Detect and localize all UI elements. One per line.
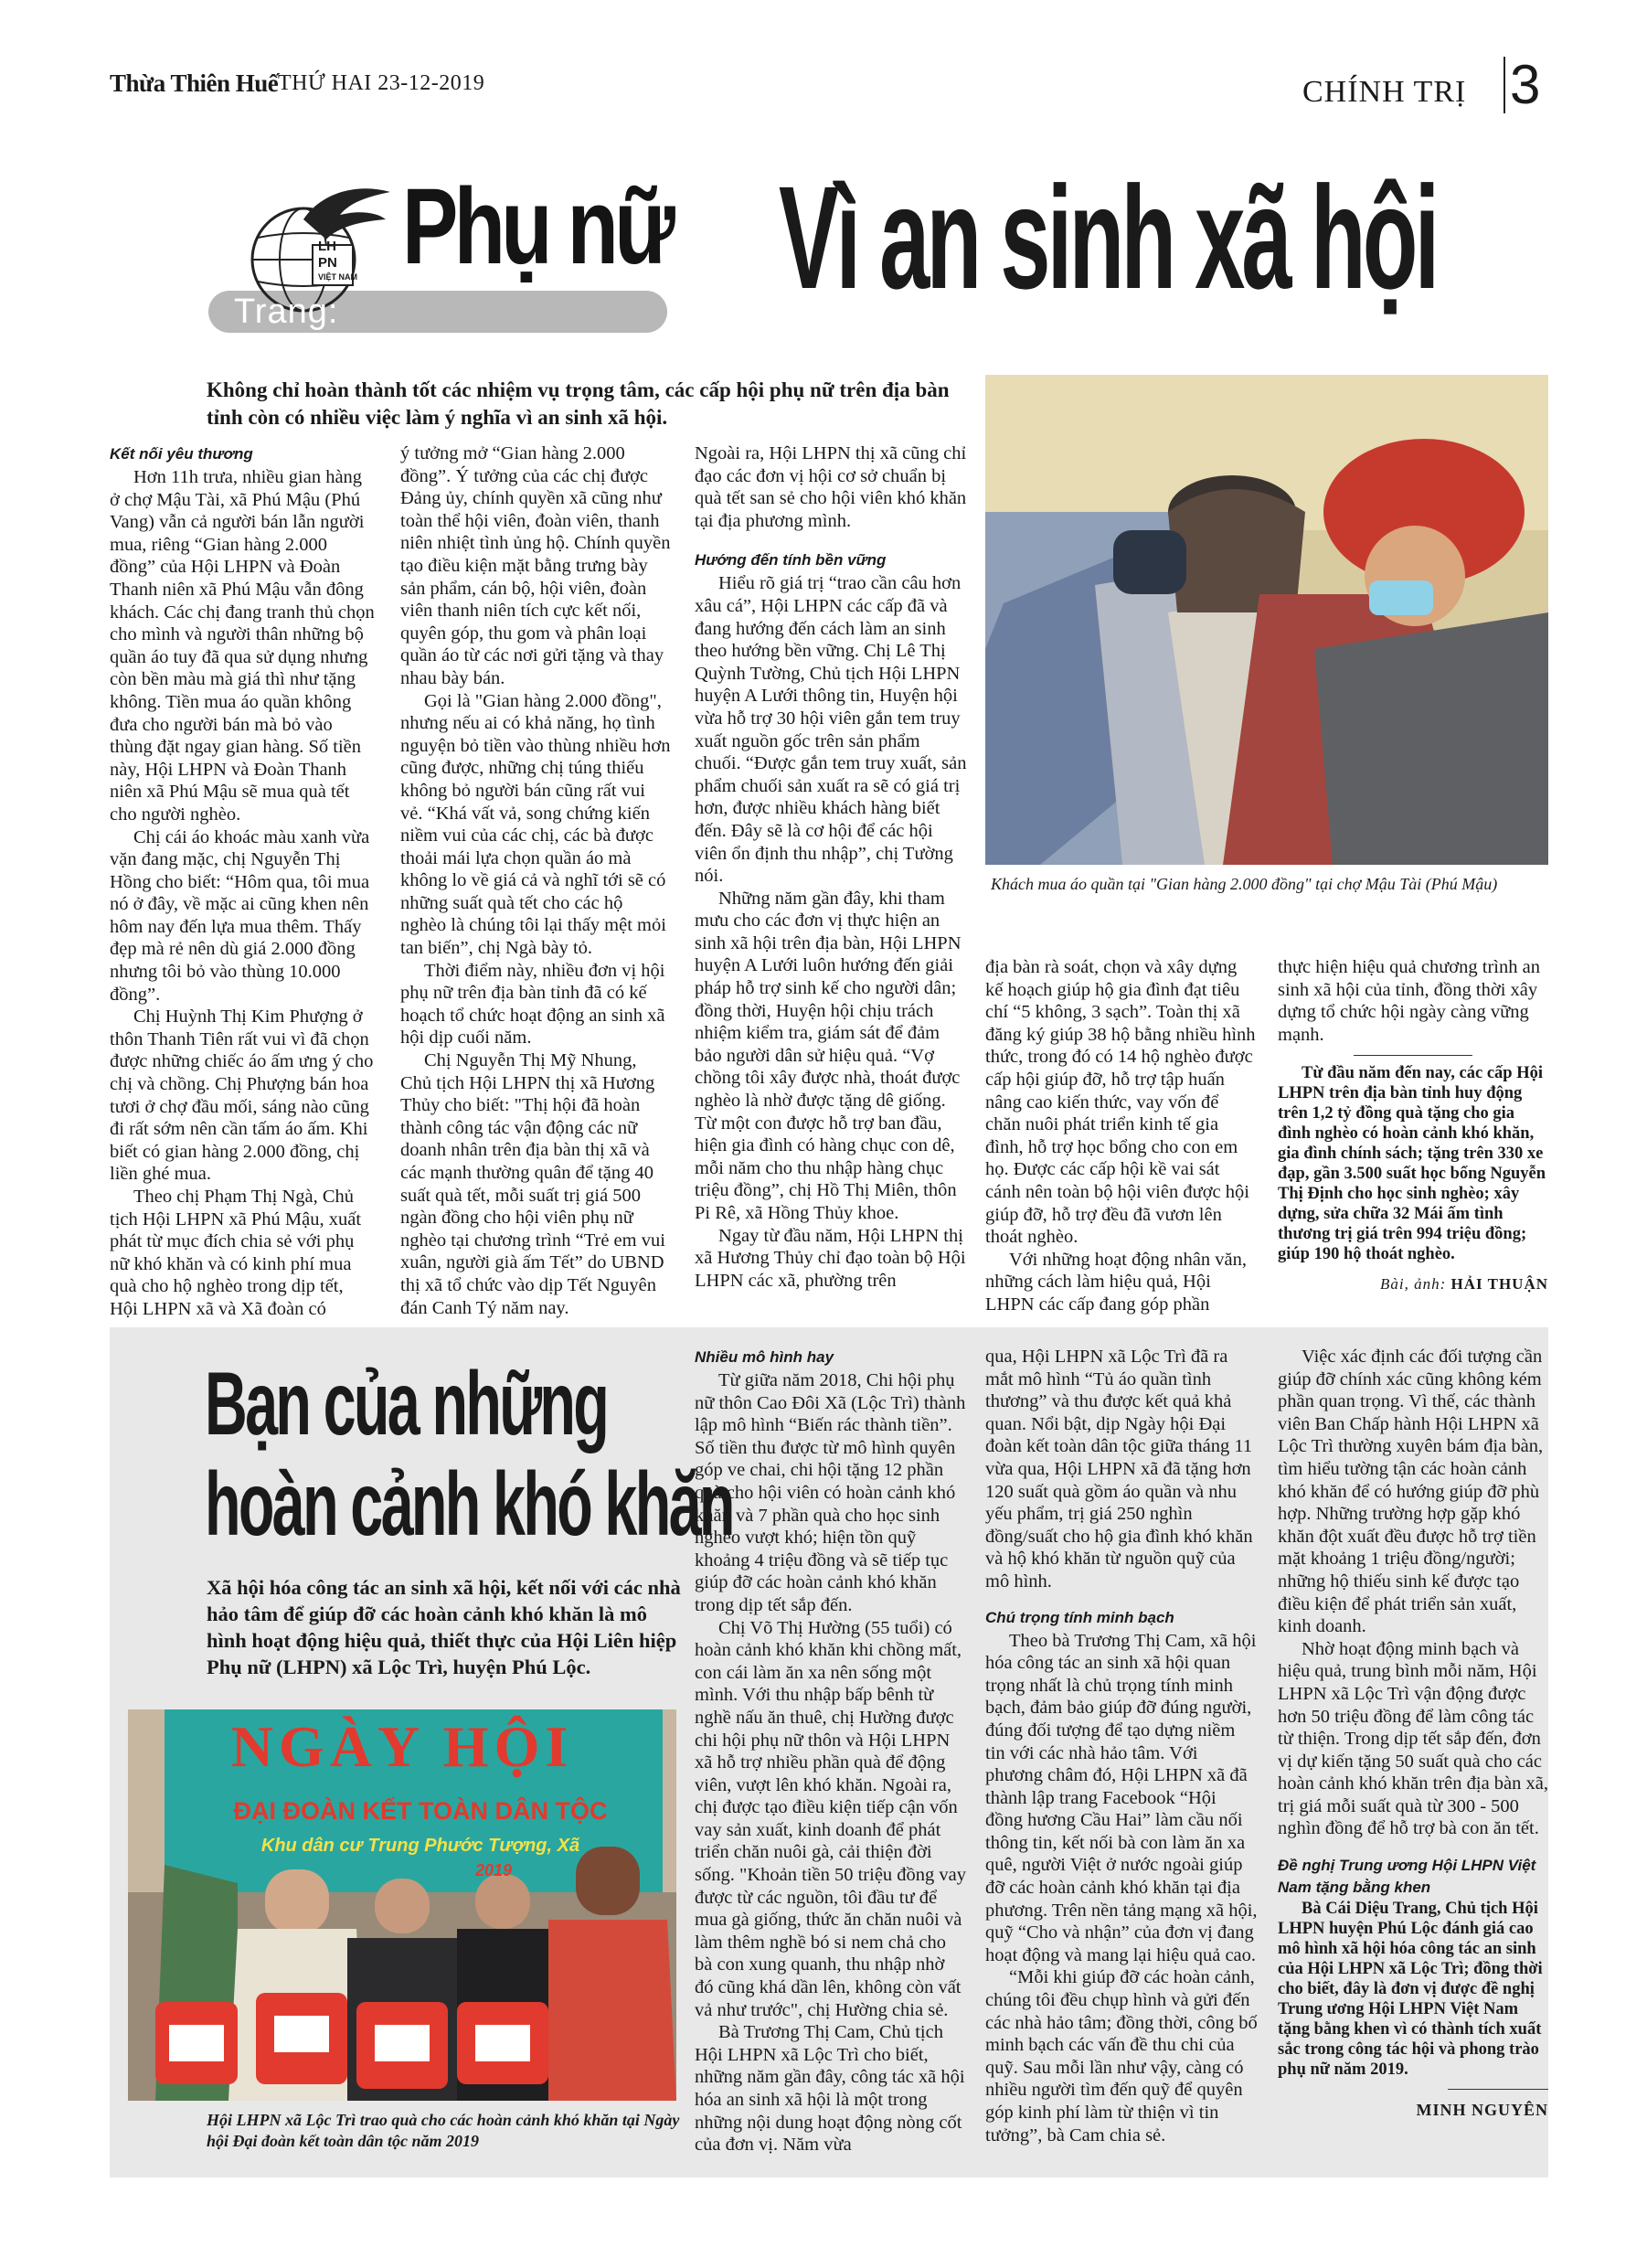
paragraph: Việc xác định các đối tượng cần giúp đỡ chính xác cũng không kém phần quan trọng. Vì thế, các thành viên Ban Chấp hành Hội LHPN xã Lộc Trì thường xuyên bám địa bàn, tìm hiểu tường tận các hoàn cảnh khó khăn để có hướng giúp đỡ phù hợp. Những trường hợp gặp khó khăn đột xuất đều được hỗ trợ tiền mặt khoảng 1 triệu đồng/người; những hộ thiếu sinh kế được tạo điều kiện để phát triển sản xuất, kinh doanh. xyxy=(1278,1347,1544,1637)
article-title: Vì an sinh xã hội xyxy=(779,155,1437,319)
paragraph: địa bàn rà soát, chọn và xây dựng kế hoạch giúp hộ gia đình đạt tiêu chí “5 không, 3 sạch”. Toàn thị xã đăng ký giúp 38 hộ bằng nhiều hình thức, trong đó có 14 hộ nghèo được cấp hội giúp đỡ, hỗ trợ tập huấn nâng cao kiến thức, vay vốn để chăn nuôi phát triển kinh tế gia đình, hỗ trợ học bổng cho con em họ. Được các cấp hội kề vai sát cánh nên toàn bộ hội viên được hội giúp đỡ, hỗ trợ đều đã vươn lên thoát nghèo. xyxy=(985,957,1256,1248)
byline xyxy=(1278,1273,1548,1296)
page-number: 3 xyxy=(1510,54,1541,115)
section-label-trang: Trang: xyxy=(234,293,339,331)
article-lead: Không chỉ hoàn thành tốt các nhiệm vụ trọng tâm, các cấp hội phụ nữ trên địa bàn tỉnh còn có nhiều việc làm ý nghĩa vì an sinh xã hội. xyxy=(207,378,950,429)
article1-column-4 xyxy=(985,956,1258,1316)
subhead-minh-bach: Chú trọng tính minh bạch xyxy=(985,1608,1174,1626)
article1-column-1 xyxy=(110,442,375,1321)
emblem-text-vn: VIỆT NAM xyxy=(318,272,358,282)
subhead-ket-noi: Kết nối yêu thương xyxy=(110,445,253,463)
issue-date: THỨ HAI 23-12-2019 xyxy=(278,71,485,95)
paragraph: Chị cái áo khoác màu xanh vừa vặn đang mặc, chị Nguyễn Thị Hồng cho biết: “Hôm qua, tôi mua nó ở đây, về mặc ai cũng khen nên hôm nay đến lựa mua thêm. Thấy đẹp mà rẻ nên dù giá 2.000 đồng nhưng tôi bỏ vào thùng 10.000 đồng”. xyxy=(110,826,370,1005)
paper-name: Thừa Thiên Huế xyxy=(110,69,279,97)
paragraph: Ngay từ đầu năm, Hội LHPN thị xã Hương Thủy chỉ đạo toàn bộ Hội LHPN các xã, phường trên xyxy=(695,1225,966,1291)
paragraph: “Mỗi khi giúp đỡ các hoàn cảnh, chúng tôi đều chụp hình và gửi đến các nhà hảo tâm; đồng thời, công bố minh bạch các vấn đề thu chi của quỹ. Sau mỗi lần như vậy, càng có nhiều người tìm đến quỹ để quyên góp kinh phí làm từ thiện vì tin tưởng”, bà Cam chia sẻ. xyxy=(985,1967,1258,2146)
article2-column-2 xyxy=(985,1346,1258,2146)
paragraph: Theo bà Trương Thị Cam, xã hội hóa công tác an sinh xã hội quan trọng nhất là chủ trọng tính minh bạch, đảm bảo giúp đỡ đúng người, đúng đối tượng để tạo dựng niềm tin với các nhà hảo tâm. Với phương châm đó, Hội LHPN xã đã thành lập trang Facebook “Hội đồng hương Cầu Hai” làm cầu nối thông tin, kết nối bà con làm ăn xa quê, người Việt ở nước ngoài giúp đỡ các hoàn cảnh khó khăn tại địa phương. Trên nền tảng mạng xã hội, quỹ “Cho và nhận” của đơn vị đang hoạt động và mang lại hiệu quả cao. xyxy=(985,1630,1258,1965)
article-photo-market xyxy=(985,375,1548,865)
article2-photo-festival xyxy=(128,1709,676,2101)
paragraph: Bà Trương Thị Cam, Chủ tịch Hội LHPN xã Lộc Trì cho biết, những năm gần đây, công tác xã hội hóa an sinh xã hội là một trong những nội dung hoạt động nòng cốt của đơn vị. Năm vừa xyxy=(695,2022,965,2156)
byline-author: HẢI THUẬN xyxy=(1450,1275,1548,1294)
paragraph: Gọi là "Gian hàng 2.000 đồng", nhưng nếu ai có khả năng, họ tình nguyện bỏ tiền vào thùng nhiều hơn cũng được, những chị túng thiếu không bỏ người bán cũng rất vui vẻ. “Khá vất vả, song chứng kiến niềm vui của các chị, các bà được thoải mái lựa chọn quần áo mà không lo về giá cả và nghĩ tới sẽ có những suất quà tết cho các hộ nghèo là chúng tôi lại thấy mệt mỏi tan biến”, chị Ngà bày tỏ. xyxy=(400,690,671,959)
paragraph: Hơn 11h trưa, nhiều gian hàng ở chợ Mậu Tài, xã Phú Mậu (Phú Vang) vẫn cả người bán lẫn người mua, riêng “Gian hàng 2.000 đồng” của Hội LHPN và Đoàn Thanh niên xã Phú Mậu vẫn đông khách. Các chị đang tranh thủ chọn cho mình và người thân những bộ quần áo tuy đã qua sử dụng nhưng còn bền màu mà giá thì như tặng không. Tiền mua áo quần không đưa cho người bán mà bỏ vào thùng đặt ngay gian hàng. Số tiền này, Hội LHPN và Đoàn Thanh niên xã Phú Mậu sẽ mua quà tết cho người nghèo. xyxy=(110,467,375,825)
byline-label: Bài, ảnh: xyxy=(1380,1275,1447,1294)
photo-caption-festival: Hội LHPN xã Lộc Trì trao quà cho các hoàn cảnh khó khăn tại Ngày hội Đại đoàn kết toàn dân tộc năm 2019 xyxy=(207,2111,680,2150)
paragraph: Hiểu rõ giá trị “trao cần câu hơn xâu cá”, Hội LHPN các cấp đã và đang hướng đến cách làm an sinh theo hướng bền vững. Chị Lê Thị Quỳnh Tường, Chủ tịch Hội LHPN huyện A Lưới thông tin, Huyện hội vừa hỗ trợ 30 hội viên gắn tem truy xuất nguồn gốc trên sản phẩm chuối. “Được gắn tem truy xuất, sản phẩm chuối sản xuất ra sẽ có giá trị hơn, được nhiều khách hàng biết đến. Đây sẽ là cơ hội để các hội viên ổn định thu nhập”, chị Tường nói. xyxy=(695,573,967,887)
article2-title-line1: Bạn của những xyxy=(205,1353,608,1453)
highlight-box: Từ đầu năm đến nay, các cấp Hội LHPN trên địa bàn tỉnh huy động trên 1,2 tỷ đồng quà tặng cho gia đình nghèo có hoàn cảnh khó khăn, gia đình chính sách; tặng trên 330 xe đạp, gần 3.500 suất học bổng Nguyễn Thị Định cho học sinh nghèo; xây dựng, sửa chữa 32 Mái ấm tình thương trị giá trên 994 triệu đồng; giúp 190 hộ thoát nghèo. xyxy=(1278,1064,1546,1264)
paragraph: ý tưởng mở “Gian hàng 2.000 đồng”. Ý tưởng của các chị được Đảng ủy, chính quyền xã cũng như toàn thể hội viên, đoàn viên, thanh niên nhiệt tình ủng hộ. Chính quyền tạo điều kiện mặt bằng trưng bày sản phẩm, cán bộ, hội viên, đoàn viên thanh niên tích cực kết nối, quyên góp, thu gom và phân loại quần áo từ các nơi gửi tặng và thay nhau bày bán. xyxy=(400,443,671,688)
paragraph: Chị Nguyễn Thị Mỹ Nhung, Chủ tịch Hội LHPN thị xã Hương Thủy cho biết: "Thị hội đã hoàn thành công tác vận động các nữ doanh nhân trên địa bàn thị xã và các mạnh thường quân để tặng 40 suất quà tết, mỗi suất trị giá 500 ngàn đồng cho hội viên phụ nữ nghèo tại chương trình “Trẻ em vui xuân, người già ấm Tết” do UBND thị xã tổ chức vào dịp Tết Nguyên đán Canh Tý năm nay. xyxy=(400,1050,665,1318)
paragraph: Những năm gần đây, khi tham mưu cho các đơn vị thực hiện an sinh xã hội trên địa bàn, Hội LHPN huyện A Lưới luôn hướng đến giải pháp hỗ trợ sinh kế cho người dân; đồng thời, Huyện hội chịu trách nhiệm kiểm tra, giám sát để đảm bảo người dân sử hiệu quả. “Vợ chồng tôi xây được nhà, thoát được nghèo là nhờ được tặng dê giống. Từ một con được hỗ trợ ban đầu, hiện gia đình có hàng chục con dê, mỗi năm cho thu nhập hàng chục triệu đồng”, chị Hồ Thị Miên, thôn Pi Rê, xã Hồng Thủy khoe. xyxy=(695,888,962,1223)
subhead-ben-vung: Hướng đến tính bền vững xyxy=(695,551,887,570)
banner-ngay-hoi: NGÀY HỘI xyxy=(230,1714,574,1779)
banner-dai-doan-ket: ĐẠI ĐOÀN KẾT TOÀN DÂN TỘC xyxy=(233,1797,608,1825)
divider xyxy=(1354,1055,1472,1056)
paragraph: Với những hoạt động nhân văn, những cách làm hiệu quả, Hội LHPN các cấp đang góp phần xyxy=(985,1249,1247,1315)
article2-lead: Xã hội hóa công tác an sinh xã hội, kết nối với các nhà hảo tâm để giúp đỡ các hoàn cảnh khó khăn là mô hình hoạt động hiệu quả, thiết thực của Hội Liên hiệp Phụ nữ (LHPN) xã Lộc Trì, huyện Phú Lộc. xyxy=(207,1576,681,1678)
article2-column-1 xyxy=(695,1346,967,2156)
paragraph: Thời điểm này, nhiều đơn vị hội phụ nữ trên địa bàn tỉnh đã có kế hoạch tổ chức hoạt động an sinh xã hội dịp cuối năm. xyxy=(400,960,665,1049)
subhead-bang-khen: Đề nghị Trung ương Hội LHPN Việt Nam tặng bằng khen xyxy=(1278,1857,1536,1897)
photo-caption-market: Khách mua áo quần tại "Gian hàng 2.000 đồng" tại chợ Mậu Tài (Phú Mậu) xyxy=(991,875,1498,893)
banner-khu-dan-cu: Khu dân cư Trung Phước Tượng, Xã xyxy=(260,1836,580,1856)
divider xyxy=(1448,2089,1548,2090)
paragraph: Chị Huỳnh Thị Kim Phượng ở thôn Thanh Tiên rất vui vì đã chọn được những chiếc áo ấm ưng ý cho chị và chồng. Chị Phượng bán hoa tươi ở chợ đầu mối, sáng nào cũng đi rất sớm nên cần tấm áo ấm. Khi biết có gian hàng 2.000 đồng, chị liền ghé mua. xyxy=(110,1006,374,1185)
subhead-nhieu-mo-hinh: Nhiều mô hình hay xyxy=(695,1348,834,1366)
banner-year: 2019 xyxy=(474,1861,513,1879)
paragraph: Chị Võ Thị Hường (55 tuổi) có hoàn cảnh khó khăn khi chồng mất, con cái làm ăn xa nên sống một mình. Với thu nhập bấp bênh từ nghề nấu ăn thuê, chị Hường được chi hội phụ nữ thôn và Hội LHPN xã hỗ trợ nhiều phần quà để động viên, vượt lên khó khăn. Ngoài ra, chị được tạo điều kiện tiếp cận vốn vay sản xuất, kinh doanh để phát triển chăn nuôi gà, cải thiện đời sống. "Khoản tiền 50 triệu đồng vay được từ các nguồn, tôi đầu tư để mua gà giống, thức ăn chăn nuôi và làm thêm nghề bó si nem chả cho bà con xung quanh, thu nhập nhờ đó cũng khá dần lên, không còn vất vả như trước", chị Hường chia sẻ. xyxy=(695,1617,967,2020)
article1-column-2 xyxy=(400,442,671,1319)
paragraph: Từ giữa năm 2018, Chi hội phụ nữ thôn Cao Đôi Xã (Lộc Trì) thành lập mô hình “Biến rác thành tiền”. Số tiền thu được từ mô hình quyên góp ve chai, chi hội tặng 12 phần quà cho hội viên có hoàn cảnh khó khăn và 7 phần quà cho học sinh nghèo vượt khó; hiện tồn quỹ khoảng 4 triệu đồng và sẽ tiếp tục giúp đỡ các hoàn cảnh khó khăn trong dịp tết sắp đến. xyxy=(695,1370,966,1615)
highlight-box: Bà Cái Diệu Trang, Chủ tịch Hội LHPN huyện Phú Lộc đánh giá cao mô hình xã hội hóa công tác an sinh của Hội LHPN xã Lộc Trì; đồng thời cho biết, đây là đơn vị được đề nghị Trung ương Hội LHPN Việt Nam tặng bằng khen vì có thành tích xuất sắc trong công tác hội và phong trào phụ nữ năm 2019. xyxy=(1278,1900,1543,2080)
article2-title-line2: hoàn cảnh khó khăn xyxy=(205,1453,733,1554)
byline-author: MINH NGUYÊN xyxy=(1416,2101,1548,2120)
article1-column-5 xyxy=(1278,956,1548,1296)
section-title-phu-nu: Phụ nữ xyxy=(402,166,672,287)
emblem-text-pn: PN xyxy=(318,255,337,271)
section-name: CHÍNH TRỊ xyxy=(1302,75,1467,109)
paragraph: Nhờ hoạt động minh bạch và hiệu quả, trung bình mỗi năm, Hội LHPN xã Lộc Trì vận động được hơn 50 triệu đồng để làm công tác từ thiện. Trong dịp tết sắp đến, đơn vị dự kiến tặng 50 suất quà cho các hoàn cảnh khó khăn trên địa bàn xã, trị giá mỗi suất quà từ 300 - 500 nghìn đồng để hỗ trợ bà con ăn tết. xyxy=(1278,1638,1549,1839)
article2-column-3 xyxy=(1278,1346,1548,2122)
paragraph: qua, Hội LHPN xã Lộc Trì đã ra mắt mô hình “Tủ áo quần tình thương” và thu được kết quả khả quan. Nổi bật, dịp Ngày hội Đại đoàn kết toàn dân tộc giữa tháng 11 vừa qua, Hội LHPN xã đã tặng hơn 120 suất quà gồm áo quần và nhu yếu phẩm, trị giá 250 nghìn đồng/suất cho hộ gia đình khó khăn và hộ khó khăn từ nguồn quỹ của mô hình. xyxy=(985,1347,1253,1592)
paragraph: Ngoài ra, Hội LHPN thị xã cũng chỉ đạo các đơn vị hội cơ sở chuẩn bị quà tết san sẻ cho hội viên khó khăn tại địa phương mình. xyxy=(695,443,967,531)
paragraph: thực hiện hiệu quả chương trình an sinh xã hội của tỉnh, đồng thời xây dựng tổ chức hội ngày càng vững mạnh. xyxy=(1278,957,1540,1045)
article1-column-3 xyxy=(695,442,967,1292)
paragraph: Theo chị Phạm Thị Ngà, Chủ tịch Hội LHPN xã Phú Mậu, xuất phát từ mục đích chia sẻ với phụ nữ khó khăn và có kinh phí mua quà cho hộ nghèo trong dịp tết, Hội LHPN xã và Xã đoàn có xyxy=(110,1187,362,1319)
article2-title xyxy=(205,1353,733,1554)
divider xyxy=(1504,57,1505,113)
emblem-text-lh: LH xyxy=(318,239,336,254)
